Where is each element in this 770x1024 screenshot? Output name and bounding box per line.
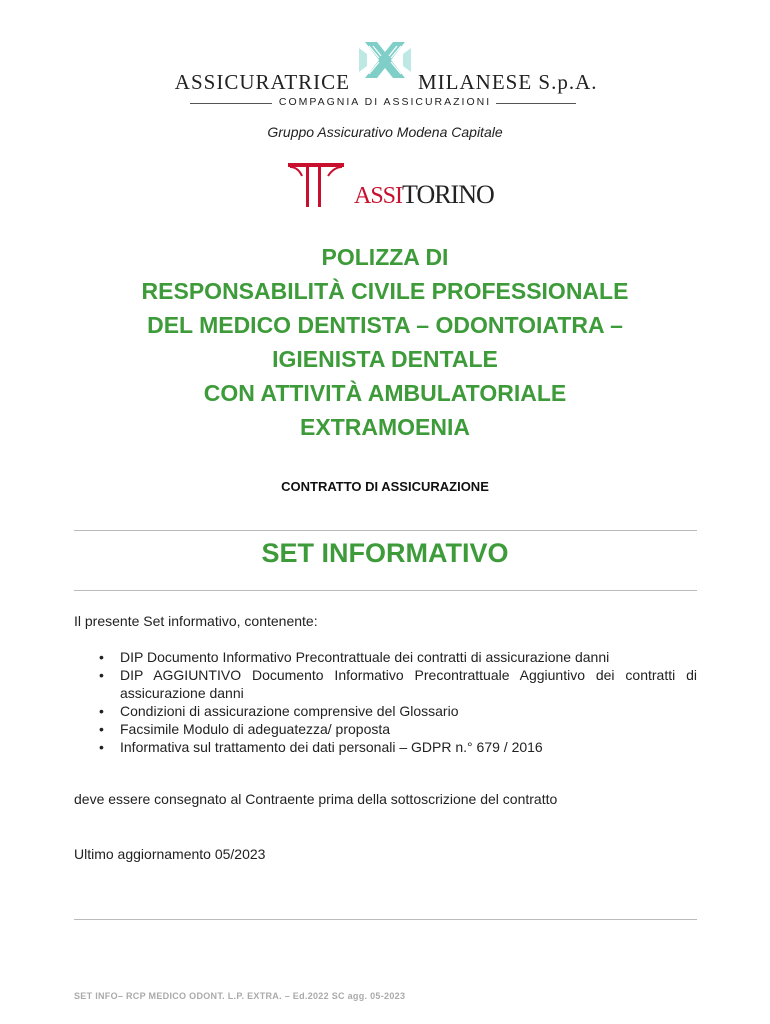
company-subtitle: COMPAGNIA DI ASSICURAZIONI [278,96,492,108]
last-update: Ultimo aggiornamento 05/2023 [74,846,266,862]
list-item-text: Condizioni di assicurazione comprensive del Glossario [120,703,459,719]
assitorino-red-text: ASSI [354,183,403,209]
assitorino-mark-icon [288,160,348,208]
delivery-note: deve essere consegnato al Contraente prima della sottoscrizione del contratto [74,791,558,807]
divider-bottom [74,590,697,591]
set-informativo-heading: SET INFORMATIVO [261,538,509,568]
policy-title-line: CON ATTIVITÀ AMBULATORIALE [203,380,567,406]
bullet-icon: • [99,739,104,755]
list-item [74,720,697,738]
list-item-text: Informativa sul trattamento dei dati personali – GDPR n.° 679 / 2016 [120,739,543,755]
policy-title-line: EXTRAMOENIA [300,414,470,440]
assitorino-logo [288,160,494,210]
company-name [0,68,770,98]
contract-subtitle: CONTRATTO DI ASSICURAZIONE [281,479,489,494]
page-footer: SET INFO– RCP MEDICO ODONT. L.P. EXTRA. – Ed.2022 SC agg. 05-2023 [74,991,406,1001]
divider-top [74,530,697,531]
policy-title-line: POLIZZA DI [321,244,449,270]
bullet-icon: • [99,703,104,719]
bullet-icon: • [99,667,104,683]
bullet-icon: • [99,721,104,737]
assitorino-black-text: TORINO [402,180,494,209]
set-intro: Il presente Set informativo, contenente: [74,613,318,629]
list-item [74,702,697,720]
list-item-text: DIP Documento Informativo Precontrattuale dei contratti di assicurazione danni [120,649,610,665]
set-contents-list [74,648,697,756]
policy-title-line: DEL MEDICO DENTISTA – ODONTOIATRA – [147,312,623,338]
policy-title-line: IGIENISTA DENTALE [272,346,498,372]
list-item [74,666,697,702]
divider-footer [74,919,697,920]
policy-title-line: RESPONSABILITÀ CIVILE PROFESSIONALE [141,278,629,304]
list-item [74,648,697,666]
list-item-text: DIP AGGIUNTIVO Documento Informativo Precontrattuale Aggiuntivo dei contratti di assicurazione danni [120,667,697,701]
policy-title [40,240,730,444]
company-name-right: MILANESE S.p.A. [418,70,598,94]
group-name: Gruppo Assicurativo Modena Capitale [267,124,503,140]
company-name-left: ASSICURATRICE [174,70,350,94]
bullet-icon: • [99,649,104,665]
list-item [74,738,697,756]
list-item-text: Facsimile Modulo di adeguatezza/ proposta [120,721,391,737]
